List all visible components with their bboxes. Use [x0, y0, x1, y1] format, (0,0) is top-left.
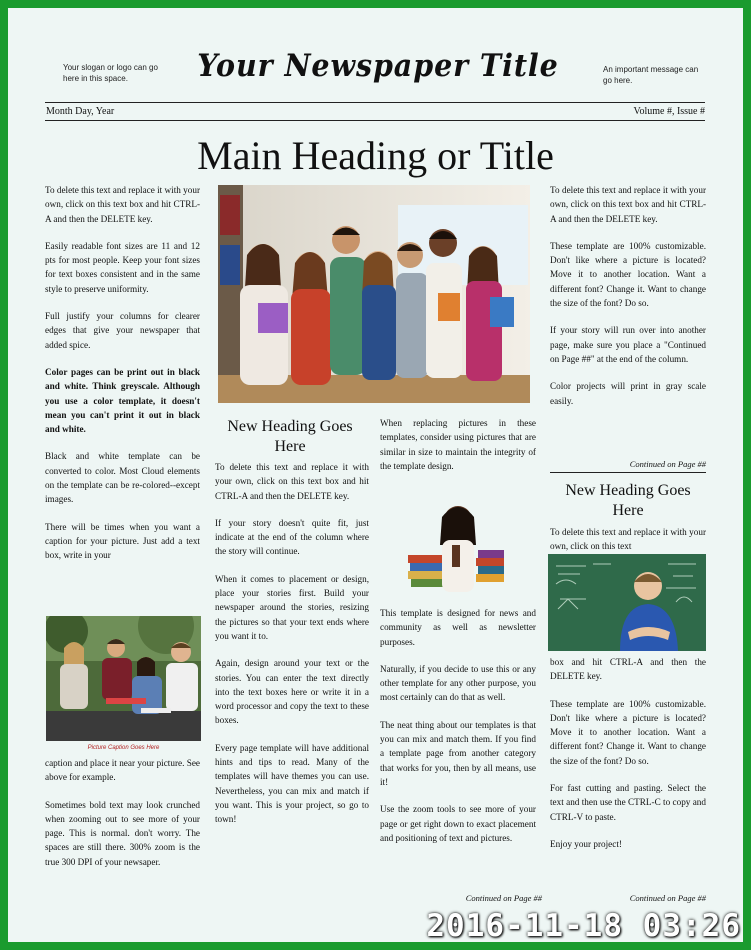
issue-volume: Volume #, Issue # [633, 106, 705, 117]
issue-date: Month Day, Year [46, 106, 115, 117]
col3-paragraph-1: When replacing pictures in these templates, consider using pictures that are similar in size to maintain the integrity of the template design. [380, 418, 536, 471]
col1-paragraph-7: caption and place it near your picture. See above for example. [45, 758, 200, 783]
col2-heading: New Heading Goes Here [227, 418, 353, 455]
col4-paragraph-1: To delete this text and replace it with your own, click on this text box and hit CTRL-A and then the DELETE key. [550, 185, 706, 224]
col4-paragraph-5a: To delete this text and replace it with your own, click on this text [550, 527, 706, 552]
important-message: An important message can go here. [603, 65, 699, 85]
column-4-continued [550, 655, 706, 864]
col2-paragraph-2: If your story doesn't quite fit, just indicate at the end of the column where the story will continue. [215, 517, 369, 557]
col4-paragraph-4: Color projects will print in gray scale easily. [550, 381, 706, 406]
col1-paragraph-6: There will be times when you want a caption for your picture. Just add a text box, write in your [45, 521, 200, 561]
col4-paragraph-7: For fast cutting and pasting. Select the text and then use the CTRL-C to copy and CTRL-V to paste. [550, 783, 706, 822]
col4-paragraph-6: These template are 100% customizable. Don't like where a picture is located? Move it to another location. Want a different font? Change it. Want to change the size of the font? Do so. [550, 698, 706, 766]
col3-continued-note: Continued on Page ## [465, 893, 542, 903]
col2-paragraph-1: To delete this text and replace it with your own, click on this text box and hit CTRL-A and then the DELETE key. [215, 462, 369, 501]
teacher-at-chalkboard-photo [548, 554, 706, 651]
column-3 [380, 416, 536, 486]
col4-divider [550, 472, 706, 473]
student-with-books-photo [408, 495, 504, 597]
col3-paragraph-3: Naturally, if you decide to use this or any other template for any other purpose, you most certainly can do that as well. [380, 663, 536, 703]
masthead-rule-top [45, 102, 705, 103]
col4-paragraph-2: These template are 100% customizable. Don't like where a picture is located? Move it to another location. Want a different font? Change it. Want to change the size of the font? Do so. [550, 240, 706, 309]
col2-paragraph-4: Again, design around your text or the stories. You can enter the text directly into the text boxes here or write it in a word processor and copy the text to these boxes. [215, 658, 369, 726]
column-3-continued [380, 606, 536, 858]
col1-paragraph-1: To delete this text and replace it with your own, click on this text box and hit CTRL-A and then the DELETE key. [45, 185, 200, 224]
col3-paragraph-4: The neat thing about our templates is that you can mix and match them. If you find a template page from another category that works for you, then by all means, use it! [380, 719, 536, 787]
col1-paragraph-8: Sometimes bold text may look crunched when zooming out to see more of your page. This is normal. don't worry. The spaces are still there. 300% zoom is the true 300 DPI of your newsaper. [45, 799, 200, 867]
students-outdoors-photo [46, 616, 201, 741]
col1-paragraph-4: Color pages can be print out in black and white. Think greyscale. Although you use a color template, it doesn't mean you can't print it out in black and white. [45, 366, 200, 435]
col1-paragraph-5: Black and white template can be converted to color. Most Cloud elements on the template can be re-colored--except images. [45, 451, 200, 505]
col1-paragraph-3: Full justify your columns for clearer edges that give your newspaper that added spice. [45, 311, 200, 350]
col2-paragraph-5: Every page template will have additional hints and tips to read. Many of the templates will have themes you can use. Nevertheless, you can mix and match if you want. This is your project, so go to town! [215, 742, 369, 825]
col4-continued-note-2: Continued on Page ## [629, 893, 706, 903]
col4-paragraph-3: If your story will run over into another page, make sure you place a "Continued on Page ##" at the end of the column. [550, 325, 706, 364]
column-1-continued [45, 756, 200, 882]
column-4 [550, 183, 706, 410]
col3-paragraph-2: This template is designed for news and community as well as newsletter purposes. [380, 608, 536, 647]
slogan-text: Your slogan or logo can go here in this space. [63, 63, 158, 83]
newspaper-page [8, 8, 743, 942]
col3-paragraph-5: Use the zoom tools to see more of your page or get right down to exact placement and positioning of text and pictures. [380, 804, 536, 843]
main-heading: Main Heading or Title [197, 133, 554, 178]
col4-paragraph-5b: box and hit CTRL-A and then the DELETE key. [550, 657, 706, 682]
column-1 [45, 183, 200, 569]
picture-caption: Picture Caption Goes Here [87, 745, 160, 751]
students-group-photo [218, 185, 530, 403]
newspaper-title: Your Newspaper Title [197, 48, 559, 84]
masthead-rule-bottom [45, 120, 705, 121]
column-2 [215, 460, 369, 840]
col2-paragraph-3: When it comes to placement or design, place your stories first. Build your newspaper around the stories, resizing the pictures so that your text ends where you want it to. [215, 573, 369, 641]
col4-continued-note: Continued on Page ## [629, 459, 706, 469]
col4-paragraph-8: Enjoy your project! [550, 838, 622, 849]
col1-paragraph-2: Easily readable font sizes are 11 and 12 pts for most people. Keep your font sizes for text boxes consistent and in the same style to preserve uniformity. [45, 240, 200, 294]
col4-heading: New Heading Goes Here [565, 482, 691, 519]
timestamp-watermark: 2016-11-18 03:26 [426, 908, 741, 944]
